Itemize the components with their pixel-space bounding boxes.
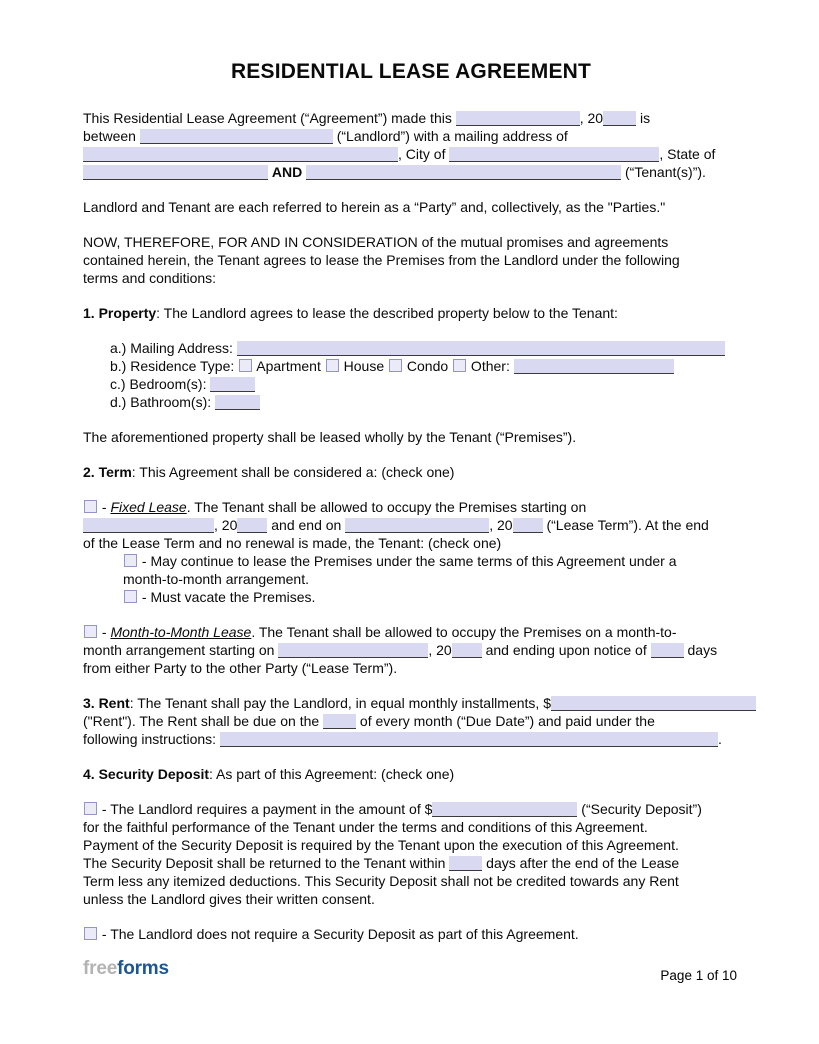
rent-amount-blank[interactable] — [551, 696, 756, 711]
state-blank[interactable] — [83, 165, 268, 180]
other-residence-type-blank[interactable] — [514, 359, 674, 374]
text-line — [83, 463, 739, 481]
lease-type-label: Month-to-Month Lease — [110, 624, 252, 640]
text-run: Other: — [467, 358, 514, 374]
fixed-end-date-blank[interactable] — [345, 518, 489, 533]
text-run: c.) Bedroom(s): — [110, 376, 211, 392]
text-run: between — [83, 128, 140, 144]
text-line — [83, 127, 739, 145]
text-line — [83, 109, 739, 127]
text-run: - Must vacate the Premises. — [138, 589, 316, 605]
document-body — [83, 109, 739, 943]
text-line — [83, 357, 739, 375]
section-4-security-deposit-heading — [83, 765, 739, 783]
text-line — [83, 641, 739, 659]
month-to-month-clause — [83, 623, 739, 677]
text-run: This Residential Lease Agreement (“Agreement”) made this — [83, 110, 456, 126]
text-run: . The Tenant shall be allowed to occupy the Premises starting on — [186, 499, 587, 515]
text-run: Term less any itemized deductions. This Security Deposit shall not be credited towards any Rent — [83, 873, 679, 889]
text-run: , 20 — [579, 110, 604, 126]
text-run: and ending upon notice of — [481, 642, 651, 658]
text-run: , 20 — [489, 517, 513, 533]
text-run: The Security Deposit shall be returned to the Tenant within — [83, 855, 450, 871]
text-line — [83, 498, 739, 516]
house-checkbox[interactable] — [326, 359, 339, 372]
rent-due-day-blank[interactable] — [323, 714, 356, 729]
condo-checkbox[interactable] — [389, 359, 402, 372]
text-line — [83, 304, 739, 322]
text-line — [83, 198, 739, 216]
text-run: . — [717, 731, 722, 747]
text-run: b.) Residence Type: — [110, 358, 239, 374]
text-run: - May continue to lease the Premises under the same terms of this Agreement under a — [138, 553, 677, 569]
consideration-paragraph — [83, 233, 739, 287]
security-deposit-amount-blank[interactable] — [432, 802, 577, 817]
text-run: : This Agreement shall be considered a: (check one) — [131, 464, 455, 480]
property-list — [83, 339, 739, 411]
text-line — [83, 393, 739, 411]
text-line — [83, 233, 739, 251]
security-deposit-required-clause — [83, 800, 739, 908]
text-line — [83, 659, 739, 677]
security-deposit-required-checkbox[interactable] — [84, 802, 97, 815]
fixed-lease-clause — [83, 498, 739, 606]
text-run: , 20 — [214, 517, 238, 533]
must-vacate-checkbox[interactable] — [124, 590, 137, 603]
text-run: and end on — [267, 517, 346, 533]
continue-month-to-month-checkbox[interactable] — [124, 554, 137, 567]
document-title: RESIDENTIAL LEASE AGREEMENT — [230, 60, 592, 83]
text-line — [83, 694, 739, 712]
text-run: following instructions: — [83, 731, 220, 747]
text-run: , State of — [659, 146, 716, 162]
city-blank[interactable] — [449, 147, 659, 162]
text-run: days — [683, 642, 718, 658]
mtm-start-year-blank[interactable] — [452, 643, 482, 658]
fixed-start-date-blank[interactable] — [83, 518, 214, 533]
text-run: of every month (“Due Date”) and paid under the — [356, 713, 655, 729]
text-run-bold: 4. Security Deposit — [83, 766, 210, 782]
month-to-month-lease-checkbox[interactable] — [84, 625, 97, 638]
text-run: ("Rent"). The Rent shall be due on the — [83, 713, 324, 729]
text-run: contained herein, the Tenant agrees to lease the Premises from the Landlord under the following — [83, 252, 680, 268]
text-run: Apartment — [253, 358, 325, 374]
no-security-deposit-clause — [83, 925, 739, 943]
text-line — [83, 163, 739, 181]
freeforms-logo — [83, 958, 169, 980]
text-run: : The Tenant shall pay the Landlord, in equal monthly installments, $ — [129, 695, 551, 711]
text-run: - — [98, 499, 111, 515]
text-line — [83, 730, 739, 748]
fixed-lease-checkbox[interactable] — [84, 500, 97, 513]
apartment-checkbox[interactable] — [239, 359, 252, 372]
text-run: terms and conditions: — [83, 270, 217, 286]
document-content — [83, 60, 739, 943]
text-line — [83, 712, 739, 730]
text-run: a.) Mailing Address: — [110, 340, 237, 356]
fixed-start-year-blank[interactable] — [237, 518, 267, 533]
text-run: (“Security Deposit”) — [577, 801, 702, 817]
text-run: : As part of this Agreement: (check one) — [209, 766, 455, 782]
agreement-date-blank[interactable] — [456, 111, 580, 126]
no-security-deposit-checkbox[interactable] — [84, 927, 97, 940]
intro-paragraph — [83, 109, 739, 181]
section-2-term-heading — [83, 463, 739, 481]
text-line — [83, 339, 739, 357]
text-line — [83, 925, 739, 943]
mtm-start-date-blank[interactable] — [278, 643, 428, 658]
other-residence-checkbox[interactable] — [453, 359, 466, 372]
text-line — [83, 765, 739, 783]
text-line — [83, 818, 739, 836]
text-line — [83, 269, 739, 287]
brand-forms-text: forms — [117, 958, 169, 979]
text-line — [83, 588, 739, 606]
text-run: The aforementioned property shall be leased wholly by the Tenant (“Premises”). — [83, 429, 577, 445]
text-line — [83, 552, 739, 570]
text-line — [83, 836, 739, 854]
section-1-property-heading — [83, 304, 739, 322]
text-line — [83, 854, 739, 872]
text-line — [83, 428, 739, 446]
lease-type-label: Fixed Lease — [110, 499, 187, 515]
text-run: Condo — [403, 358, 453, 374]
text-run: - The Landlord requires a payment in the amount of $ — [98, 801, 433, 817]
bathrooms-blank[interactable] — [215, 395, 260, 410]
text-line — [83, 251, 739, 269]
text-run-bold: 1. Property — [83, 305, 157, 321]
text-line — [83, 800, 739, 818]
text-run: month arrangement starting on — [83, 642, 279, 658]
text-run: - — [98, 624, 111, 640]
tenant-name-blank[interactable] — [306, 165, 621, 180]
text-line — [83, 623, 739, 641]
deposit-return-days-blank[interactable] — [449, 856, 482, 871]
landlord-name-blank[interactable] — [140, 129, 333, 144]
text-run: from either Party to the other Party (“Lease Term”). — [83, 660, 398, 676]
payment-instructions-blank[interactable] — [220, 732, 718, 747]
text-run: - The Landlord does not require a Security Deposit as part of this Agreement. — [98, 926, 579, 942]
notice-days-blank[interactable] — [651, 643, 684, 658]
text-run: , City of — [398, 146, 450, 162]
text-run: unless the Landlord gives their written consent. — [83, 891, 375, 907]
text-run-bold: AND — [271, 164, 303, 180]
premises-paragraph — [83, 428, 739, 446]
text-run-bold: 2. Term — [83, 464, 132, 480]
text-run: Landlord and Tenant are each referred to herein as a “Party” and, collectively, as the "Parties." — [83, 199, 666, 215]
agreement-year-blank[interactable] — [603, 111, 636, 126]
page-number-label: Page 1 of 10 — [660, 968, 737, 983]
text-run: (“Tenant(s)”). — [621, 164, 706, 180]
text-run: d.) Bathroom(s): — [110, 394, 216, 410]
text-line — [83, 872, 739, 890]
bedrooms-blank[interactable] — [210, 377, 255, 392]
text-run: of the Lease Term and no renewal is made, the Tenant: (check one) — [83, 535, 502, 551]
brand-free-text: free — [83, 958, 118, 979]
text-line — [83, 375, 739, 393]
text-run: (“Lease Term”). At the end — [542, 517, 709, 533]
text-run: for the faithful performance of the Tenant under the terms and conditions of this Agreement. — [83, 819, 648, 835]
text-line — [83, 570, 739, 588]
text-run: : The Landlord agrees to lease the described property below to the Tenant: — [156, 305, 618, 321]
text-run: House — [339, 358, 388, 374]
section-3-rent-clause — [83, 694, 739, 748]
text-line — [83, 145, 739, 163]
text-run: NOW, THEREFORE, FOR AND IN CONSIDERATION of the mutual promises and agreements — [83, 234, 669, 250]
text-run: . The Tenant shall be allowed to occupy the Premises on a month-to- — [251, 624, 677, 640]
text-run: , 20 — [428, 642, 452, 658]
text-run-bold: 3. Rent — [83, 695, 130, 711]
parties-paragraph — [83, 198, 739, 216]
text-line — [83, 516, 739, 534]
landlord-address-blank[interactable] — [83, 147, 398, 162]
text-run: (“Landlord”) with a mailing address of — [332, 128, 568, 144]
text-line — [83, 534, 739, 552]
text-run: month-to-month arrangement. — [123, 571, 309, 587]
text-run: days after the end of the Lease — [482, 855, 680, 871]
fixed-end-year-blank[interactable] — [513, 518, 543, 533]
mailing-address-blank[interactable] — [237, 341, 725, 356]
text-run: is — [636, 110, 651, 126]
page-footer — [83, 958, 737, 983]
text-line — [83, 890, 739, 908]
text-run: Payment of the Security Deposit is required by the Tenant upon the execution of this Agreement. — [83, 837, 679, 853]
